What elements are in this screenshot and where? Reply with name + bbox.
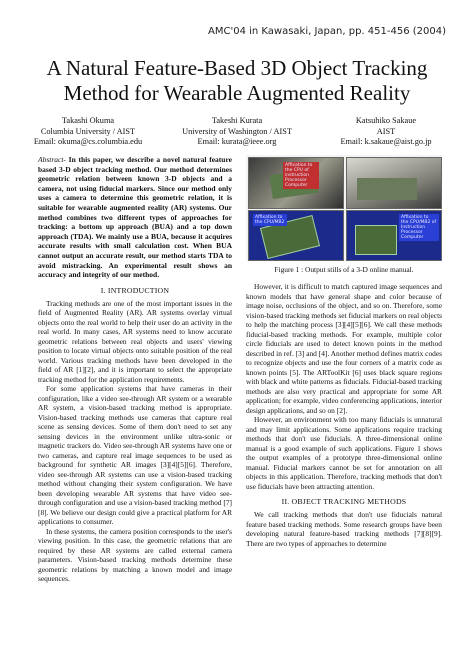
abstract [38, 155, 232, 280]
section-heading-introduction: I. INTRODUCTION [100, 285, 170, 295]
figure-overlay-label: Affixation to the CPU/MB2 of Instruction Processor Computer [399, 214, 439, 241]
figure-photo-bottom-right [346, 210, 442, 261]
left-column [38, 155, 232, 584]
figure-photo-top-right [346, 157, 442, 209]
figure-1 [246, 155, 442, 261]
author-email: Email: kurata@ieee.org [197, 137, 277, 146]
figure-overlay-label: Affixation to the CPU/MB2 [253, 214, 287, 226]
figure-photo-bottom-left [248, 210, 344, 261]
title-line-2: Method for Wearable Augmented Reality [63, 81, 411, 105]
pcb-board-shape [355, 225, 397, 255]
author-3 [316, 116, 456, 148]
figure-photo-top-left [248, 157, 344, 209]
author-affiliation: Columbia University / AIST [40, 126, 136, 136]
author-affiliation: AIST [376, 126, 396, 136]
intro-paragraph-3: In these systems, the camera position corresponds to the user's viewing position. In this case, the geometric relations that are required by these AR systems are called external camera parameters. Vision-based tracking methods determine these geometric relations by matching a known model and image sequences. [38, 526, 232, 584]
author-name: Takeshi Kurata [211, 116, 263, 125]
abstract-label: Abstract- [38, 155, 66, 164]
author-2 [167, 116, 307, 148]
title-line-1: A Natural Feature-Based 3D Object Tracking [46, 56, 428, 80]
venue-citation: AMC'04 in Kawasaki, Japan, pp. 451-456 (2004) [208, 26, 446, 37]
abstract-text: In this paper, we describe a novel natural feature based 3-D object tracking method. Our method determines geometric relation between known 3-D objects and a camera, not using fiducial markers. Since our method only uses a camera to determine this geometric relation, it is suitable for wearable augmented reality (AR) systems. Our method combines two different types of approaches for tracking: a bottom up approach (BUA) and a top down approach (TDA). We mainly use a BUA, because it acquires accurate results with small calculation cost. When BUA cannot output an accurate result, our method starts TDA to avoid mistracking. An experimental result shows an accuracy and integrity of our method. [38, 155, 232, 280]
author-block [18, 116, 456, 148]
author-name: Katsuhiko Sakaue [355, 116, 417, 125]
pcb-board-shape [357, 178, 417, 200]
body-paragraph-3: We call tracking methods that don't use fiducials natural feature based tracking methods. Some research groups have been developing natural feature-based tracking methods [7][8][9]. There are two types of approaches to determine [246, 510, 442, 548]
author-name: Takashi Okuma [61, 116, 115, 125]
paper-title [20, 56, 454, 106]
figure-caption: Figure 1 : Output stills of a 3-D online manual. [274, 265, 414, 274]
intro-paragraph-1: Tracking methods are one of the most important issues in the field of Augmented Reality (AR). AR systems overlay virtual objects onto the real world to help their user do an activity in the real world. In many cases, AR systems need to know accurate geometric relations between real objects and users' viewing position to locate virtual objects onto suitable position of the real world. Various tracking methods have been developed in the field of AR [1][2], and it is important to select the appropriate tracking method for the application requirements. [38, 298, 232, 384]
figure-overlay-label: Affixation to the CPU of instruction Processor Computer [283, 162, 319, 189]
author-affiliation: University of Washington / AIST [182, 126, 292, 136]
author-email: Email: okuma@cs.columbia.edu [33, 137, 143, 146]
intro-paragraph-2: For some application systems that have cameras in their configuration, like a video see-through AR system or a wearable AR system, a vision-based tracking method is appropriate. Vision-based tracking methods use cameras that capture real scene as sensing devices. Some of them don't need to set any sensing devices in the environment unlike ultra-sonic or magnetic trackers do. Video see-through AR systems have one or two cameras, and capture real image sequences to be used as background for synthetic AR images [3][4][5][6]. Therefore, video see-through AR systems can use a vision-based tracking method without changing their system configuration. We have been developing wearable AR systems that have video see-through configuration and use a vision-based tracking method [7][8]. We believe our design could give a practical platform for AR applications to consumer. [38, 384, 232, 527]
author-1 [18, 116, 158, 148]
body-paragraph-2: However, an environment with too many fiducials is unnatural and may limit applications. Some applications require tracking methods that don't use fiducials. A three-dimensional online manual is a good example of such applications. Figure 1 shows the output examples of a prototype three-dimensional online manual. Fiducial markers cannot be set for annotation on all objects in this application. Therefore, tracking methods that don't use fiducials have been attracting attention. [246, 415, 442, 491]
body-paragraph-1: However, it is difficult to match captured image sequences and known models that have general shape and color because of image noise, occlusions of the object, and so on. Therefore, some vision-based tracking methods set fiducial markers on real objects to help the matching process [3][4][5][6]. We call these methods fiducial-based tracking methods. For example, multiple color circle fiducials are used to detect known points in the method described in ref. [3] and [4]. Another method defines matrix codes to recognize objects and use the four corners of a matrix code as known points [5]. The ARToolKit [6] uses black square regions with black and white patterns as fiducials. Fiducial-based tracking methods are also very practical and appropriate for some AR application; for example, video conferencing applications, interior design applications, and so on [2]. [246, 282, 442, 415]
right-column [246, 155, 442, 548]
section-heading-object-tracking: II. OBJECT TRACKING METHODS [281, 497, 407, 506]
author-email: Email: k.sakaue@aist.go.jp [340, 137, 432, 146]
